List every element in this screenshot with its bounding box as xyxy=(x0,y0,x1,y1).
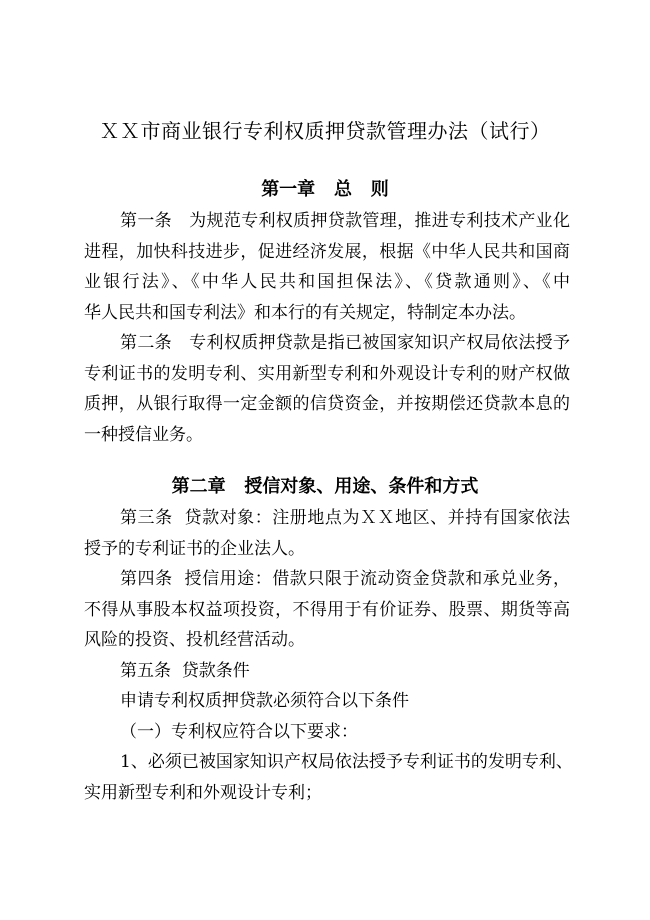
paragraph-line: 华人民共和国专利法》和本行的有关规定，特制定本办法。 xyxy=(84,303,526,323)
document-title: ＸＸ市商业银行专利权质押贷款管理办法（试行） xyxy=(99,119,551,143)
paragraph-line: 授予的专利证书的企业法人。 xyxy=(84,539,305,559)
paragraph-line: 1、必须已被国家知识产权局依法授予专利证书的发明专利、 xyxy=(120,752,573,772)
paragraph-line: 第一条 为规范专利权质押贷款管理，推进专利技术产业化 xyxy=(120,211,570,231)
paragraph-line: 质押，从银行取得一定金额的信贷资金，并按期偿还贷款本息的 xyxy=(84,394,570,414)
paragraph-line: 第四条 授信用途：借款只限于流动资金贷款和承兑业务， xyxy=(120,569,570,589)
paragraph-line: 申请专利权质押贷款必须符合以下条件 xyxy=(120,691,409,711)
paragraph-line: 业银行法》、《中华人民共和国担保法》、《贷款通则》、《中 xyxy=(84,272,570,292)
chapter-heading: 第一章 总 则 xyxy=(261,179,389,200)
paragraph-line: （一）专利权应符合以下要求： xyxy=(120,722,358,742)
paragraph-line: 不得从事股本权益项投资，不得用于有价证券、股票、期货等高 xyxy=(84,600,570,620)
paragraph-line: 风险的投资、投机经营活动。 xyxy=(84,630,305,650)
paragraph-line: 第二条 专利权质押贷款是指已被国家知识产权局依法授予 xyxy=(120,333,570,353)
chapter-heading: 第二章 授信对象、用途、条件和方式 xyxy=(171,476,479,497)
paragraph-line: 一种授信业务。 xyxy=(84,425,203,445)
paragraph-line: 第五条 贷款条件 xyxy=(120,661,250,681)
paragraph-line: 实用新型专利和外观设计专利； xyxy=(84,783,322,803)
paragraph-line: 第三条 贷款对象：注册地点为ＸＸ地区、并持有国家依法 xyxy=(120,508,570,528)
paragraph-line: 进程，加快科技进步，促进经济发展，根据《中华人民共和国商 xyxy=(84,242,570,262)
paragraph-line: 专利证书的发明专利、实用新型专利和外观设计专利的财产权做 xyxy=(84,364,570,384)
